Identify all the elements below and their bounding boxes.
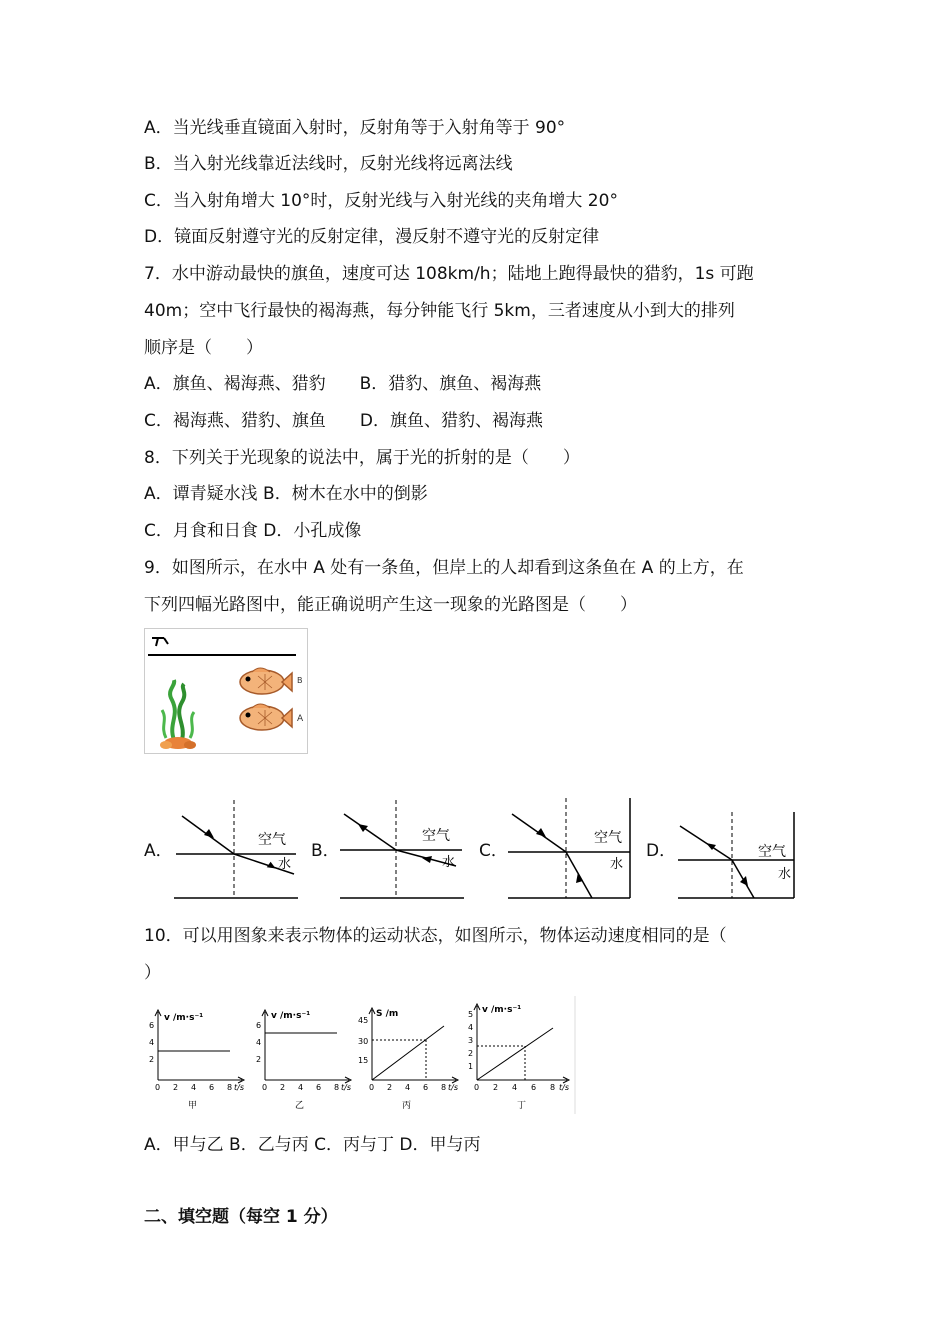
diagram-d — [676, 812, 800, 904]
graph-ding-ytick: 4 — [468, 1023, 474, 1032]
graph-bing-xtick: 8 — [441, 1083, 447, 1092]
graph-jia-ytick: 6 — [149, 1021, 155, 1030]
graph-yi-caption: 乙 — [295, 1101, 305, 1111]
q9-stem-line1: 9．如图所示，在水中 A 处有一条鱼，但岸上的人却看到这条鱼在 A 的上方，在 — [144, 558, 744, 578]
graph-yi-xlabel: t/s — [341, 1083, 351, 1092]
graph-bing-ytick: 30 — [358, 1037, 369, 1046]
graph-jia-ylabel: v /m·s⁻¹ — [164, 1013, 204, 1023]
q6-option-a: A．当光线垂直镜面入射时，反射角等于入射角等于 90° — [144, 118, 566, 138]
graph-ding-ytick: 5 — [468, 1010, 474, 1019]
diagram-d-water-label: 水 — [778, 867, 792, 882]
graph-ding-ytick: 3 — [468, 1036, 474, 1045]
graph-jia — [149, 1010, 244, 1111]
diagram-b-label: B． — [311, 841, 340, 861]
diagram-b — [338, 800, 466, 904]
fish-scene-figure — [144, 628, 308, 754]
q6-option-c: C．当入射角增大 10°时，反射光线与入射光线的夹角增大 20° — [144, 191, 618, 211]
q10-options: A．甲与乙 B．乙与丙 C．丙与丁 D．甲与丙 — [144, 1135, 481, 1155]
graph-bing-ytick: 15 — [358, 1056, 369, 1065]
graph-jia-caption: 甲 — [188, 1101, 198, 1111]
diagram-d-air-label: 空气 — [758, 844, 786, 860]
graph-jia-ytick: 4 — [149, 1038, 155, 1047]
q10-stem-line1: 10．可以用图象来表示物体的运动状态，如图所示，物体运动速度相同的是（ — [144, 926, 727, 946]
graph-ding-ytick: 2 — [468, 1049, 474, 1058]
q7-stem-line2: 40m；空中飞行最快的褐海燕，每分钟能飞行 5km，三者速度从小到大的排列 — [144, 301, 735, 321]
graph-jia-xlabel: t/s — [234, 1083, 244, 1092]
diagram-a-air-label: 空气 — [258, 832, 286, 848]
graph-ding-ylabel: v /m·s⁻¹ — [482, 1005, 522, 1015]
graph-yi — [256, 1010, 351, 1111]
graph-yi-ylabel: v /m·s⁻¹ — [271, 1011, 311, 1021]
graph-jia-ytick: 2 — [149, 1055, 155, 1064]
diagram-a-water-label: 水 — [278, 857, 292, 872]
motion-graphs-figure — [144, 996, 576, 1114]
graph-yi-xtick: 8 — [334, 1083, 340, 1092]
diagram-c-air-label: 空气 — [594, 830, 622, 846]
q7-options-ab: A．旗鱼、褐海燕、猎豹 B．猎豹、旗鱼、褐海燕 — [144, 374, 542, 394]
graph-jia-xtick: 4 — [191, 1083, 197, 1092]
graph-bing-ytick: 45 — [358, 1016, 369, 1025]
graph-bing-xlabel: t/s — [448, 1083, 458, 1092]
q6-option-d: D．镜面反射遵守光的反射定律，漫反射不遵守光的反射定律 — [144, 227, 600, 247]
diagram-c-water-label: 水 — [610, 857, 624, 872]
q8-options-ab: A．谭青疑水浅 B．树木在水中的倒影 — [144, 484, 428, 504]
graph-bing — [358, 1008, 458, 1111]
graph-yi-xtick: 4 — [298, 1083, 304, 1092]
graph-jia-xtick: 0 — [155, 1083, 161, 1092]
graph-ding-caption: 丁 — [517, 1101, 527, 1111]
graph-yi-ytick: 2 — [256, 1055, 262, 1064]
q10-stem-line2: ） — [144, 963, 161, 983]
q6-option-b: B．当入射光线靠近法线时，反射光线将远离法线 — [144, 154, 513, 174]
diagram-a — [172, 800, 300, 904]
fish-label-a: A — [297, 714, 304, 724]
graph-ding-xtick: 0 — [474, 1083, 480, 1092]
diagram-a-label: A． — [144, 841, 173, 861]
diagram-c-label: C． — [479, 841, 508, 861]
diagram-c — [506, 798, 634, 904]
diagram-b-water-label: 水 — [442, 855, 456, 870]
graph-bing-xtick: 6 — [423, 1083, 429, 1092]
graph-jia-xtick: 2 — [173, 1083, 179, 1092]
q8-options-cd: C．月食和日食 D．小孔成像 — [144, 521, 362, 541]
graph-jia-xtick: 8 — [227, 1083, 233, 1092]
diagram-b-air-label: 空气 — [422, 828, 450, 844]
graph-jia-xtick: 6 — [209, 1083, 215, 1092]
diagram-d-label: D． — [646, 841, 677, 861]
graph-ding-xtick: 6 — [531, 1083, 537, 1092]
graph-ding — [468, 1004, 569, 1111]
q9-stem-line2: 下列四幅光路图中，能正确说明产生这一现象的光路图是（ ） — [144, 595, 637, 615]
section-heading: 二、填空题（每空 1 分） — [144, 1207, 338, 1227]
graph-ding-xlabel: t/s — [559, 1083, 569, 1092]
graph-ding-ytick: 1 — [468, 1062, 474, 1071]
q7-stem-line3: 顺序是（ ） — [144, 338, 263, 358]
q7-options-cd: C．褐海燕、猎豹、旗鱼 D．旗鱼、猎豹、褐海燕 — [144, 411, 543, 431]
graph-yi-xtick: 2 — [280, 1083, 286, 1092]
graph-ding-series-line — [477, 1028, 553, 1080]
graph-yi-ytick: 6 — [256, 1021, 262, 1030]
graph-bing-xtick: 4 — [405, 1083, 411, 1092]
q8-stem: 8．下列关于光现象的说法中，属于光的折射的是（ ） — [144, 448, 580, 468]
graph-yi-xtick: 0 — [262, 1083, 268, 1092]
graph-yi-xtick: 6 — [316, 1083, 322, 1092]
graph-bing-xtick: 0 — [369, 1083, 375, 1092]
fish-label-b: B — [297, 676, 303, 685]
graph-bing-xtick: 2 — [387, 1083, 393, 1092]
graph-ding-xtick: 4 — [512, 1083, 518, 1092]
graph-ding-xtick: 2 — [493, 1083, 499, 1092]
q7-stem-line1: 7．水中游动最快的旗鱼，速度可达 108km/h；陆地上跑得最快的猎豹，1s 可跑 — [144, 264, 754, 284]
graph-ding-xtick: 8 — [550, 1083, 556, 1092]
graph-yi-ytick: 4 — [256, 1038, 262, 1047]
graph-bing-caption: 丙 — [402, 1101, 412, 1111]
graph-bing-ylabel: S /m — [376, 1009, 399, 1019]
graph-bing-series-line — [372, 1026, 444, 1080]
